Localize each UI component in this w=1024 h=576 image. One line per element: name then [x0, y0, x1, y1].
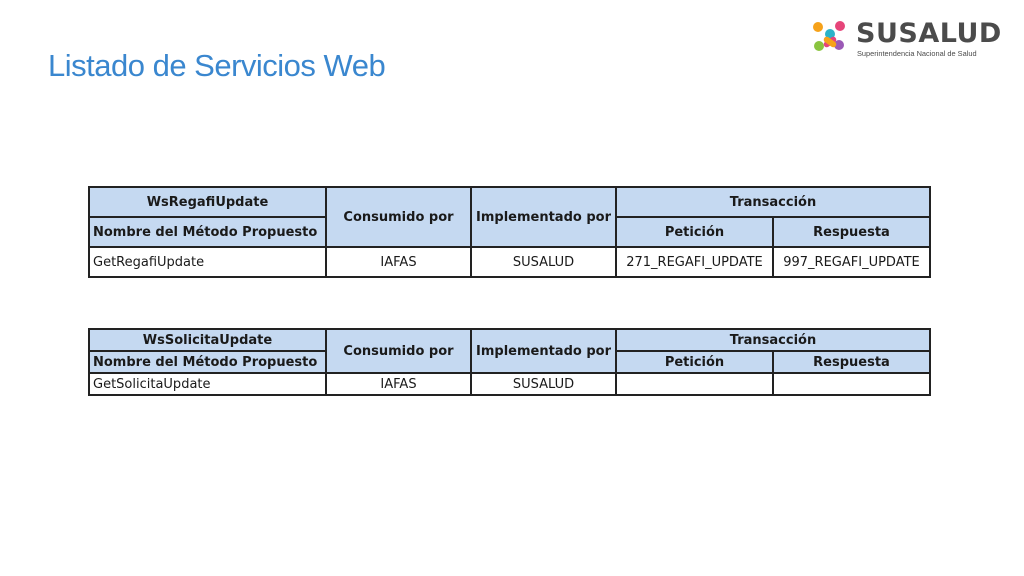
- consumed-by-cell: IAFAS: [326, 247, 471, 277]
- implemented-by-header: Implementado por: [471, 187, 616, 247]
- ws-regafi-update-table: [88, 186, 931, 278]
- consumed-by-cell: IAFAS: [326, 373, 471, 395]
- service-name-header: WsRegafiUpdate: [89, 187, 326, 217]
- request-cell: 271_REGAFI_UPDATE: [616, 247, 773, 277]
- response-cell: 997_REGAFI_UPDATE: [773, 247, 930, 277]
- request-header: Petición: [616, 217, 773, 247]
- transaction-header: Transacción: [616, 329, 930, 351]
- susalud-logo: [810, 18, 1000, 62]
- transaction-header: Transacción: [616, 187, 930, 217]
- consumed-by-header: Consumido por: [326, 329, 471, 373]
- method-name-header: Nombre del Método Propuesto: [89, 351, 326, 373]
- implemented-by-cell: SUSALUD: [471, 247, 616, 277]
- response-header: Respuesta: [773, 217, 930, 247]
- ws-solicita-update-table: [88, 328, 931, 396]
- table-row: [89, 373, 930, 395]
- consumed-by-header: Consumido por: [326, 187, 471, 247]
- implemented-by-cell: SUSALUD: [471, 373, 616, 395]
- implemented-by-header: Implementado por: [471, 329, 616, 373]
- method-name-header: Nombre del Método Propuesto: [89, 217, 326, 247]
- logo-mark-icon: [810, 18, 850, 58]
- logo-subtitle: Superintendencia Nacional de Salud: [857, 49, 977, 58]
- logo-name: SUSALUD: [856, 18, 1002, 49]
- response-cell: [773, 373, 930, 395]
- method-cell: GetRegafiUpdate: [89, 247, 326, 277]
- response-header: Respuesta: [773, 351, 930, 373]
- table-row: [89, 247, 930, 277]
- request-header: Petición: [616, 351, 773, 373]
- method-cell: GetSolicitaUpdate: [89, 373, 326, 395]
- page-title: Listado de Servicios Web: [48, 48, 386, 83]
- request-cell: [616, 373, 773, 395]
- service-name-header: WsSolicitaUpdate: [89, 329, 326, 351]
